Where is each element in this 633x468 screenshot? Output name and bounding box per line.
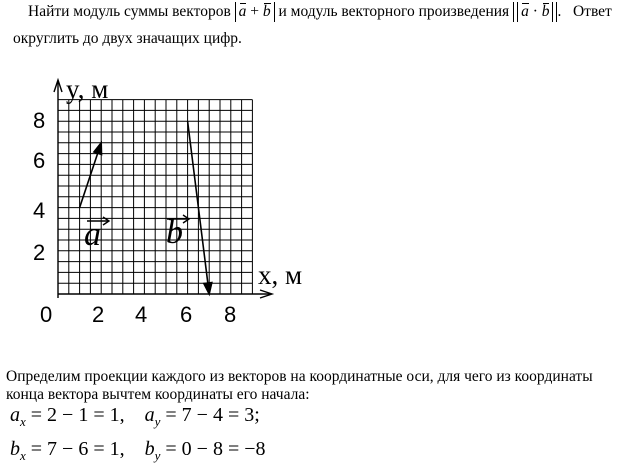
vector-a-arrowhead [94,143,102,155]
eq2-rhs-1: = 7 − 6 = 1, [25,438,125,460]
eq1-rhs-2: = 7 − 4 = 3; [160,404,260,426]
axes [54,80,272,298]
eq2-rhs-2: = 0 − 8 = −8 [160,438,266,460]
dot-sign: · [532,3,538,20]
vector-a-symbol-2: a [521,3,529,20]
problem-line-2: округлить до двух значащих цифр. [13,30,242,47]
vector-b-label: b [166,214,183,251]
eq2-sub-1: x [20,448,26,463]
y-tick-4: 4 [33,198,46,223]
vector-b-arrowhead [204,283,212,294]
eq2-symbol-2: b [144,438,155,460]
eq2-symbol-1: b [10,438,20,460]
eq1-symbol-1: a [10,404,20,426]
eq2-sub-2: y [154,448,161,463]
y-axis-label: y, м [66,74,109,104]
solution-intro-line-1: Определим проекции каждого из векторов на координатные оси, для чего из координаты [6,368,593,385]
problem-line-1: Найти модуль суммы векторов a + b и модуль векторного произведения a · b . Ответ [28,3,612,20]
eq1-rhs-1: = 2 − 1 = 1, [25,404,125,426]
x-tick-0: 0 [40,302,53,327]
vector-b-symbol-2: b [541,3,550,20]
x-tick-6: 6 [180,302,193,327]
equation-b-projections [10,438,266,464]
y-tick-8: 8 [33,108,46,133]
problem-text-2: и модуль векторного произведения [278,3,510,20]
x-tick-2: 2 [92,302,105,327]
vector-b-symbol: b [262,3,271,20]
solution-intro-line-2: конца вектора вычтем координаты его начала: [6,386,310,403]
eq1-sub-2: y [154,414,161,429]
problem-text-3: Ответ [572,3,612,20]
plus-sign: + [250,3,260,20]
grid-lines [58,100,252,294]
x-tick-8: 8 [224,302,237,327]
vector-a-label: a [84,216,101,253]
eq1-symbol-2: a [144,404,155,426]
y-tick-6: 6 [33,148,46,173]
x-tick-4: 4 [135,302,148,327]
y-tick-2: 2 [33,240,46,265]
x-axis-label: x, м [258,260,303,290]
vector-a-symbol: a [238,3,247,20]
equation-a-projections [10,404,260,430]
problem-text-1: Найти модуль суммы векторов [28,3,231,20]
eq1-sub-1: x [20,414,26,429]
